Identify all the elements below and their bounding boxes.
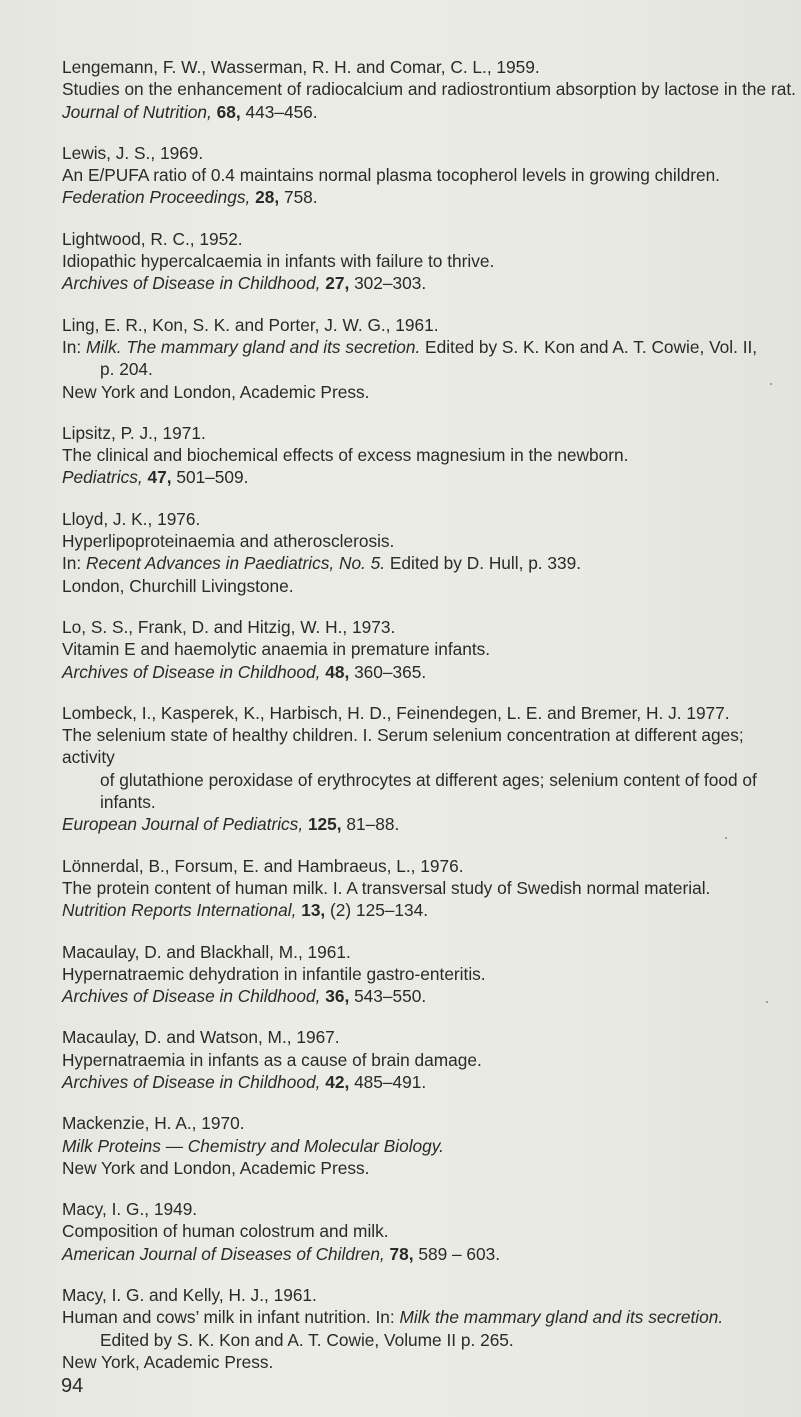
journal-volume: 125, <box>307 814 342 835</box>
reference-authors: Mackenzie, H. A., 1970. <box>62 1113 245 1134</box>
journal-volume: 47, <box>147 467 172 488</box>
reference-authors: Macaulay, D. and Blackhall, M., 1961. <box>62 941 351 962</box>
reference-authors: Lloyd, J. K., 1976. <box>62 508 201 529</box>
journal-pages: (2) 125–134. <box>330 900 429 921</box>
journal-pages: 81–88. <box>346 814 400 835</box>
journal-volume: 42, <box>325 1071 350 1092</box>
book-title: Recent Advances in Paediatrics, No. 5. <box>86 553 386 574</box>
journal-name: Archives of Disease in Childhood, <box>62 661 321 682</box>
journal-name: European Journal of Pediatrics, <box>62 814 304 835</box>
scan-speck <box>725 837 727 839</box>
journal-pages: 443–456. <box>245 101 318 122</box>
reference-list <box>62 56 798 1392</box>
reference-entry <box>62 1198 798 1265</box>
reference-entry <box>62 1026 798 1093</box>
journal-pages: 589 – 603. <box>418 1243 501 1264</box>
reference-title: Vitamin E and haemolytic anaemia in premature infants. <box>62 639 491 660</box>
reference-source <box>62 186 798 208</box>
reference-title: An E/PUFA ratio of 0.4 maintains normal plasma tocopherol levels in growing children. <box>62 165 720 186</box>
reference-entry <box>62 508 798 597</box>
reference-title: Hyperlipoproteinaemia and atherosclerosis. <box>62 531 395 552</box>
reference-source <box>62 899 798 921</box>
journal-name: Journal of Nutrition, <box>62 101 212 122</box>
reference-authors: Lönnerdal, B., Forsum, E. and Hambraeus, L., 1976. <box>62 855 464 876</box>
reference-source <box>62 661 798 683</box>
reference-authors: Macaulay, D. and Watson, M., 1967. <box>62 1027 340 1048</box>
journal-name: Nutrition Reports International, <box>62 900 297 921</box>
title-text: Human and cows’ milk in infant nutrition. In: <box>62 1307 400 1328</box>
reference-title: Hypernatraemic dehydration in infantile gastro-enteritis. <box>62 963 486 984</box>
page-number: 94 <box>61 1375 84 1397</box>
reference-title: Idiopathic hypercalcaemia in infants with failure to thrive. <box>62 251 495 272</box>
in-prefix: In: <box>62 336 87 357</box>
journal-pages: 501–509. <box>176 467 249 488</box>
book-title: Milk Proteins — Chemistry and Molecular Biology. <box>62 1135 444 1156</box>
journal-name: Federation Proceedings, <box>62 187 251 208</box>
scan-speck <box>766 1001 768 1003</box>
book-editors: Edited by D. Hull, p. 339. <box>385 553 582 574</box>
reference-entry <box>62 1112 798 1179</box>
reference-entry <box>62 941 798 1008</box>
reference-title: Composition of human colostrum and milk. <box>62 1221 389 1242</box>
reference-title: Studies on the enhancement of radiocalcium and radiostrontium absorption by lactose in the rat. <box>62 79 796 100</box>
reference-entry <box>62 855 798 922</box>
reference-title: The selenium state of healthy children. I. Serum selenium concentration at different ages; activity <box>62 725 744 768</box>
reference-entry <box>62 1284 798 1373</box>
reference-authors: Macy, I. G., 1949. <box>62 1199 198 1220</box>
reference-title: Hypernatraemia in infants as a cause of brain damage. <box>62 1049 482 1070</box>
reference-source <box>62 466 798 488</box>
book-title: Milk. The mammary gland and its secretion. <box>86 336 421 357</box>
journal-pages: 485–491. <box>354 1071 427 1092</box>
reference-source <box>62 272 798 294</box>
reference-publisher: New York and London, Academic Press. <box>62 1157 370 1178</box>
journal-name: Pediatrics, <box>62 467 143 488</box>
reference-source <box>62 813 798 835</box>
scan-speck <box>770 383 772 385</box>
reference-source <box>62 1071 798 1093</box>
reference-publisher: London, Churchill Livingstone. <box>62 575 294 596</box>
journal-pages: 360–365. <box>354 661 427 682</box>
reference-publisher: New York, Academic Press. <box>62 1351 274 1372</box>
journal-volume: 28, <box>255 187 280 208</box>
reference-entry <box>62 228 798 295</box>
reference-authors: Lipsitz, P. J., 1971. <box>62 422 206 443</box>
reference-source <box>62 1243 798 1265</box>
reference-in-book <box>62 552 798 574</box>
reference-entry <box>62 314 798 403</box>
book-editors: Edited by S. K. Kon and A. T. Cowie, Volume II p. 265. <box>100 1329 514 1350</box>
journal-volume: 48, <box>325 661 350 682</box>
journal-pages: 543–550. <box>354 986 427 1007</box>
reference-entry <box>62 142 798 209</box>
book-title: Milk the mammary gland and its secretion. <box>399 1307 724 1328</box>
reference-authors: Lombeck, I., Kasperek, K., Harbisch, H. D., Feinendegen, L. E. and Bremer, H. J. 1977. <box>62 702 730 723</box>
reference-publisher: New York and London, Academic Press. <box>62 381 370 402</box>
reference-entry <box>62 616 798 683</box>
journal-volume: 68, <box>216 101 241 122</box>
journal-volume: 13, <box>301 900 326 921</box>
journal-volume: 36, <box>325 986 350 1007</box>
journal-volume: 78, <box>389 1243 414 1264</box>
in-prefix: In: <box>62 553 87 574</box>
reference-entry <box>62 422 798 489</box>
journal-name: American Journal of Diseases of Children, <box>62 1243 385 1264</box>
reference-title: The clinical and biochemical effects of excess magnesium in the newborn. <box>62 445 629 466</box>
journal-pages: 758. <box>283 187 318 208</box>
reference-title: The protein content of human milk. I. A transversal study of Swedish normal material. <box>62 877 711 898</box>
reference-authors: Lewis, J. S., 1969. <box>62 142 204 163</box>
journal-name: Archives of Disease in Childhood, <box>62 986 321 1007</box>
reference-title <box>62 1306 798 1328</box>
reference-authors: Lengemann, F. W., Wasserman, R. H. and Comar, C. L., 1959. <box>62 57 540 77</box>
reference-entry <box>62 702 798 836</box>
reference-authors: Ling, E. R., Kon, S. K. and Porter, J. W. G., 1961. <box>62 314 439 335</box>
reference-source <box>62 985 798 1007</box>
journal-volume: 27, <box>325 273 350 294</box>
reference-authors: Lo, S. S., Frank, D. and Hitzig, W. H., 1973. <box>62 616 396 637</box>
reference-entry <box>62 56 798 123</box>
reference-authors: Lightwood, R. C., 1952. <box>62 228 243 249</box>
journal-pages: 302–303. <box>354 273 427 294</box>
book-page: p. 204. <box>100 359 153 380</box>
journal-name: Archives of Disease in Childhood, <box>62 273 321 294</box>
book-editors: Edited by S. K. Kon and A. T. Cowie, Vol. II, <box>420 336 758 357</box>
reference-authors: Macy, I. G. and Kelly, H. J., 1961. <box>62 1285 317 1306</box>
reference-title-continued: of glutathione peroxidase of erythrocytes at different ages; selenium content of food of infants. <box>100 769 757 813</box>
journal-name: Archives of Disease in Childhood, <box>62 1071 321 1092</box>
reference-source <box>62 101 798 123</box>
reference-in-book <box>62 336 798 358</box>
